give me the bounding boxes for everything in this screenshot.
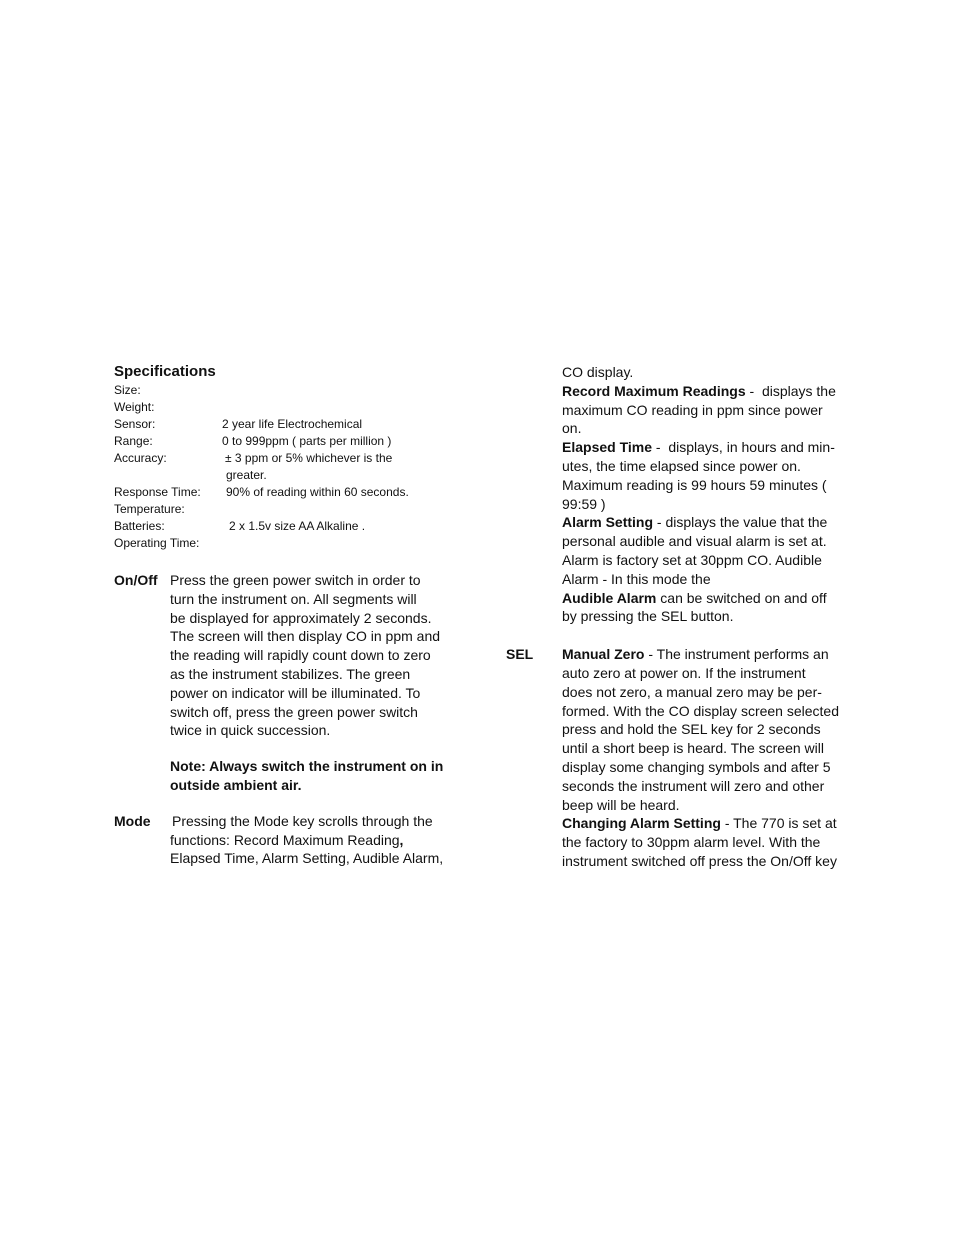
spec-label: Operating Time: bbox=[114, 536, 200, 550]
left-column bbox=[114, 362, 454, 868]
onoff-note bbox=[170, 757, 454, 795]
text-line: as the instrument stabilizes. The green bbox=[170, 665, 411, 682]
onoff-key-label: On/Off bbox=[114, 572, 158, 588]
mode-key-label: Mode bbox=[114, 812, 151, 829]
spec-label: Size: bbox=[114, 383, 141, 397]
text-line: does not zero, a manual zero may be per- bbox=[562, 683, 822, 700]
text-line: twice in quick succession. bbox=[170, 722, 331, 739]
text-line bbox=[562, 589, 846, 608]
spec-label: Response Time: bbox=[114, 485, 201, 499]
audible-alarm-title: Audible Alarm bbox=[562, 589, 657, 606]
spec-row bbox=[114, 535, 454, 552]
spec-row bbox=[114, 433, 454, 450]
text-line: personal audible and visual alarm is set at. bbox=[562, 533, 827, 550]
sel-section bbox=[506, 645, 846, 871]
text-span: - displays, in hours and min- bbox=[652, 439, 835, 456]
text-line: press and hold the SEL key for 2 seconds bbox=[562, 721, 821, 738]
elapsed-time-paragraph bbox=[562, 438, 846, 513]
elapsed-time-title: Elapsed Time bbox=[562, 439, 653, 456]
text-line: auto zero at power on. If the instrument bbox=[562, 664, 806, 681]
text-line: maximum CO reading in ppm since power bbox=[562, 401, 823, 418]
spec-label: Range: bbox=[114, 434, 153, 448]
spec-label: Temperature: bbox=[114, 502, 185, 516]
spec-row bbox=[114, 399, 454, 416]
spec-row bbox=[114, 416, 454, 433]
text-span: functions: Record Maximum Reading bbox=[170, 831, 400, 848]
spec-row bbox=[114, 501, 454, 518]
text-span: - displays the bbox=[745, 382, 836, 399]
alarm-setting-paragraph bbox=[562, 513, 846, 588]
sel-key-label: SEL bbox=[506, 646, 534, 663]
alarm-setting-title: Alarm Setting bbox=[562, 514, 654, 531]
spec-label: Sensor: bbox=[114, 417, 156, 431]
spec-label: Batteries: bbox=[114, 519, 165, 533]
mode-section bbox=[114, 812, 454, 868]
co-display-line: CO display. bbox=[562, 364, 634, 380]
text-line: until a short beep is heard. The screen will bbox=[562, 740, 824, 757]
onoff-section bbox=[114, 571, 454, 795]
text-line: turn the instrument on. All segments will bbox=[170, 590, 417, 607]
onoff-description bbox=[170, 571, 454, 795]
spec-label: Weight: bbox=[114, 400, 155, 414]
text-line: by pressing the SEL button. bbox=[562, 608, 734, 625]
mode-description bbox=[170, 812, 454, 868]
text-line: Press the green power switch in order to bbox=[170, 572, 421, 588]
text-line: outside ambient air. bbox=[170, 776, 302, 793]
text-line: formed. With the CO display screen selected bbox=[562, 702, 840, 719]
text-line bbox=[562, 513, 846, 532]
text-line bbox=[562, 814, 846, 833]
text-line: the factory to 30ppm alarm level. With the bbox=[562, 834, 821, 851]
record-max-paragraph bbox=[562, 382, 846, 438]
text-span: - The 770 is set at bbox=[720, 815, 837, 832]
text-line: power on indicator will be illuminated. To bbox=[170, 684, 421, 701]
text-line: Alarm is factory set at 30ppm CO. Audible bbox=[562, 551, 822, 568]
spec-value: 90% of reading within 60 seconds. bbox=[226, 485, 409, 499]
text-line: switch off, press the green power switch bbox=[170, 703, 418, 720]
right-column bbox=[506, 363, 846, 871]
spec-value-continued: greater. bbox=[226, 468, 267, 482]
text-line: Elapsed Time, Alarm Setting, Audible Alarm, bbox=[170, 850, 444, 867]
text-line bbox=[562, 382, 846, 401]
text-line: instrument switched off press the On/Off key bbox=[562, 852, 837, 869]
spec-row bbox=[114, 484, 454, 501]
spec-row bbox=[114, 450, 454, 467]
text-line: the reading will rapidly count down to zero bbox=[170, 647, 431, 664]
text-line: The screen will then display CO in ppm and bbox=[170, 628, 441, 645]
text-line: be displayed for approximately 2 seconds. bbox=[170, 609, 432, 626]
changing-alarm-title: Changing Alarm Setting bbox=[562, 815, 721, 832]
text-line: display some changing symbols and after 5 bbox=[562, 758, 831, 775]
spec-row bbox=[114, 467, 454, 484]
text-line bbox=[562, 645, 846, 664]
spec-value: 2 year life Electrochemical bbox=[222, 417, 363, 431]
text-line: beep will be heard. bbox=[562, 796, 680, 813]
spec-row bbox=[114, 382, 454, 399]
text-span: can be switched on and off bbox=[656, 589, 827, 606]
manual-zero-title: Manual Zero bbox=[562, 646, 645, 663]
text-line: Pressing the Mode key scrolls through the bbox=[172, 812, 433, 829]
text-span: - displays the value that the bbox=[653, 514, 828, 531]
spec-value: 2 x 1.5v size AA Alkaline . bbox=[229, 519, 366, 533]
spec-value: ± 3 ppm or 5% whichever is the bbox=[225, 451, 393, 465]
text-line: on. bbox=[562, 420, 582, 437]
text-line: Maximum reading is 99 hours 59 minutes ( bbox=[562, 476, 827, 493]
text-span: - The instrument performs an bbox=[644, 646, 829, 663]
manual-zero-paragraph bbox=[562, 645, 846, 814]
specifications-heading: Specifications bbox=[114, 363, 216, 380]
specifications-list bbox=[114, 382, 454, 552]
text-line: Note: Always switch the instrument on in bbox=[170, 758, 444, 775]
audible-alarm-paragraph bbox=[562, 589, 846, 627]
comma: , bbox=[399, 831, 404, 848]
text-line: seconds the instrument will zero and other bbox=[562, 777, 825, 794]
spec-row bbox=[114, 518, 454, 535]
text-line bbox=[562, 438, 846, 457]
spec-label: Accuracy: bbox=[114, 451, 167, 465]
record-max-title: Record Maximum Readings bbox=[562, 382, 746, 399]
changing-alarm-paragraph bbox=[562, 814, 846, 870]
text-line: utes, the time elapsed since power on. bbox=[562, 457, 801, 474]
spec-value: 0 to 999ppm ( parts per million ) bbox=[222, 434, 392, 448]
text-line bbox=[170, 831, 454, 850]
text-line: 99:59 ) bbox=[562, 495, 606, 512]
text-line: Alarm - In this mode the bbox=[562, 570, 711, 587]
